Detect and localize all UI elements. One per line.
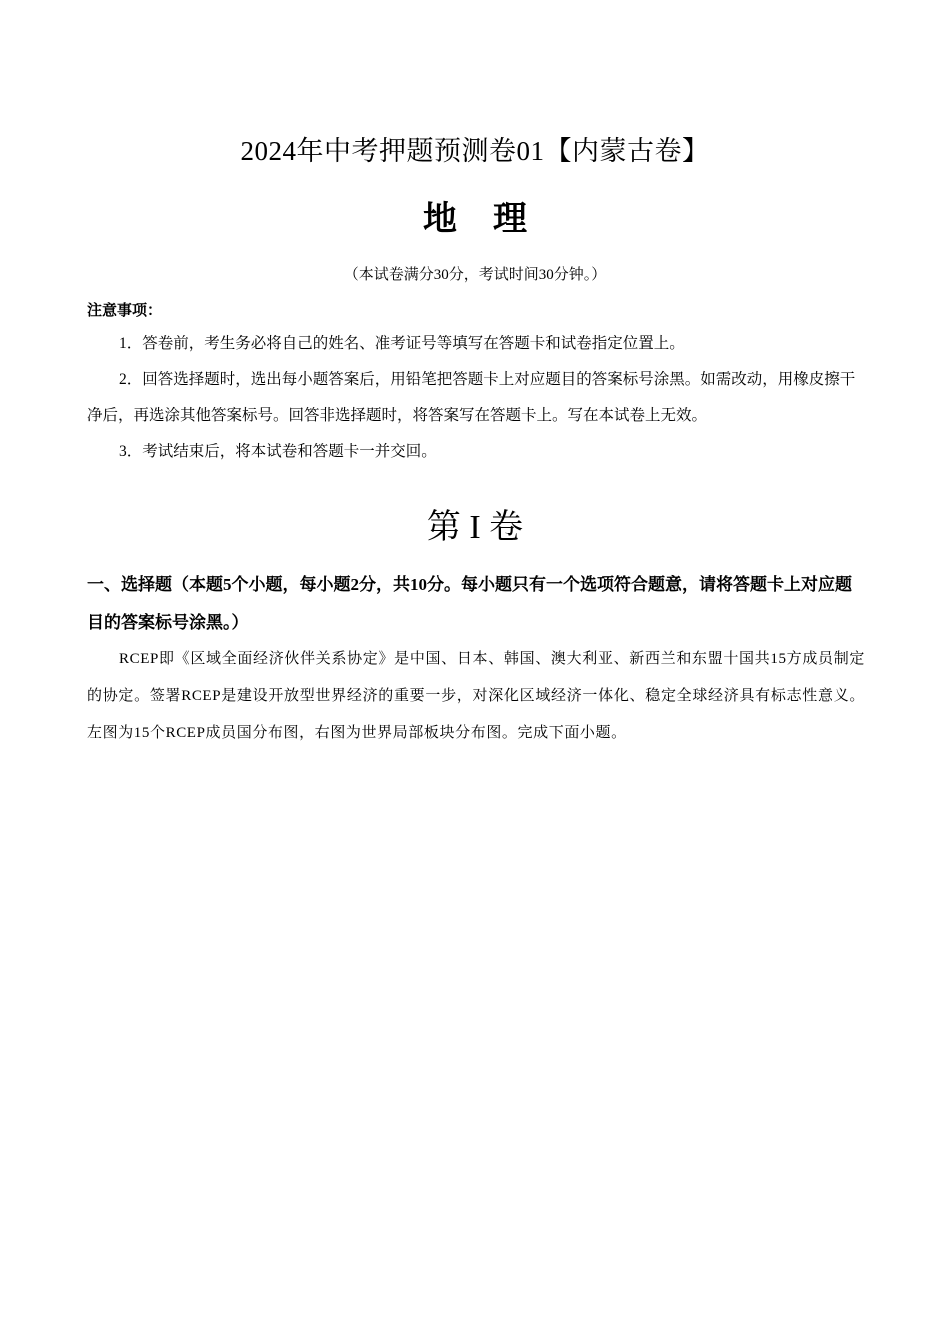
notice-item-2-text: 2．回答选择题时，选出每小题答案后，用铅笔把答题卡上对应题目的答案标号涂黑。如需改动，用橡皮擦干净后，再选涂其他答案标号。回答非选择题时，将答案写在答题卡上。写在本试卷上无效。 xyxy=(87,371,856,424)
notice-heading: 注意事项： xyxy=(87,303,163,319)
question-passage: RCEP即《区域全面经济伙伴关系协定》是中国、日本、韩国、澳大利亚、新西兰和东盟十国共15方成员制定的协定。签署RCEP是建设开放型世界经济的重要一步，对深化区域经济一体化、稳定全球经济具有标志性意义。左图为15个RCEP成员国分布图，右图为世界局部板块分布图。完成下面小题。 xyxy=(87,651,865,741)
notice-item-1 xyxy=(87,326,865,362)
subject-char-2: 理 xyxy=(493,199,527,239)
subject-title xyxy=(0,196,950,242)
subject-char-1: 地 xyxy=(423,199,457,239)
exam-info: （本试卷满分30分，考试时间30分钟。） xyxy=(343,267,607,283)
notice-item-3-text: 3．考试结束后，将本试卷和答题卡一并交回。 xyxy=(119,443,437,460)
notice-item-1-text: 1．答卷前，考生务必将自己的姓名、准考证号等填写在答题卡和试卷指定位置上。 xyxy=(119,335,685,352)
volume-title: 第 I 卷 xyxy=(426,509,524,546)
notice-item-2 xyxy=(87,362,865,434)
section-heading: 一、选择题（本题5个小题，每小题2分，共10分。每小题只有一个选项符合题意，请将答题卡上对应题目的答案标号涂黑。） xyxy=(87,575,852,632)
notice-item-3 xyxy=(87,434,865,470)
exam-title: 2024年中考押题预测卷01【内蒙古卷】 xyxy=(240,136,710,166)
